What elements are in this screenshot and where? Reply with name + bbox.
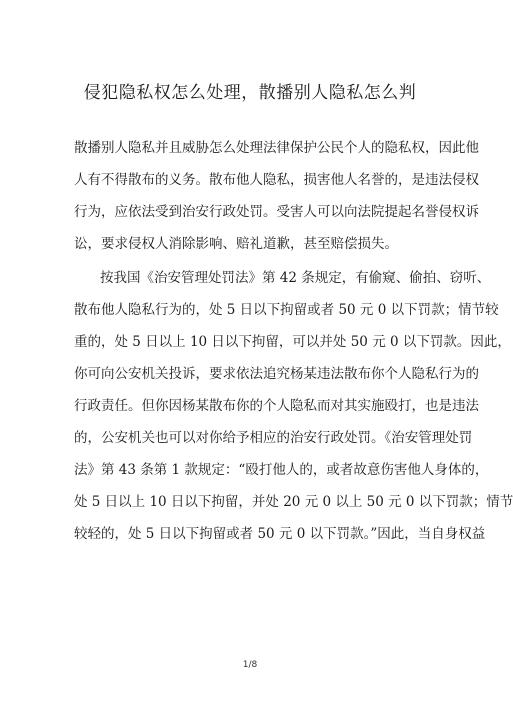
- paragraph-line: 法》第 43 条第 1 款规定：“殴打他人的，或者故意伤害他人身体的，: [74, 462, 489, 478]
- paragraph-line: 按我国《治安管理处罚法》第 42 条规定，有偷窥、偷拍、窃听、: [100, 270, 491, 286]
- paragraph-line: 人有不得散布的义务。散布他人隐私，损害他人名誉的，是违法侵权: [74, 172, 479, 188]
- paragraph-line: 较轻的，处 5 日以下拘留或者 50 元 0 以下罚款。”因此，当自身权益: [74, 526, 486, 542]
- paragraph-line: 处 5 日以上 10 日以下拘留，并处 20 元 0 以上 50 元 0 以下罚款；情节: [74, 494, 513, 510]
- document-title: 侵犯隐私权怎么处理，散播别人隐私怎么判: [83, 83, 417, 103]
- paragraph-line: 重的，处 5 日以上 10 日以下拘留，可以并处 50 元 0 以下罚款。因此，: [74, 334, 511, 350]
- paragraph-line: 的，公安机关也可以对你给予相应的治安行政处罚。《治安管理处罚: [74, 430, 473, 446]
- paragraph-line: 行为，应依法受到治安行政处罚。受害人可以向法院提起名誉侵权诉: [74, 204, 479, 220]
- paragraph-line: 你可向公安机关投诉，要求依法追究杨某违法散布你个人隐私行为的: [74, 366, 479, 382]
- paragraph-line: 行政责任。但你因杨某散布你的个人隐私而对其实施殴打，也是违法: [74, 398, 479, 414]
- paragraph-line: 散布他人隐私行为的，处 5 日以下拘留或者 50 元 0 以下罚款；情节较: [74, 302, 499, 318]
- paragraph-line: 讼，要求侵权人消除影响、赔礼道歉，甚至赔偿损失。: [74, 236, 398, 252]
- paragraph-line: 散播别人隐私并且威胁怎么处理法律保护公民个人的隐私权，因此他: [74, 140, 479, 156]
- page-number: 1/8: [242, 660, 258, 670]
